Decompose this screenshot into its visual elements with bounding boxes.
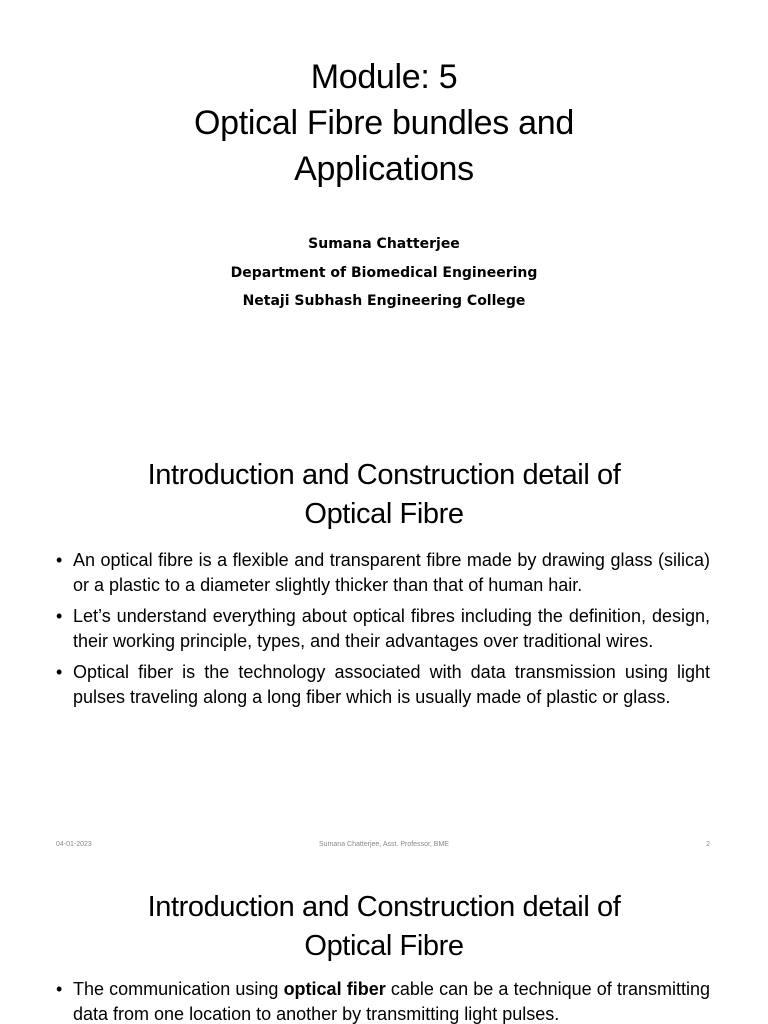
bullet-text: Optical fiber is the technology associated with data transmission using light pulses traveling along a long fiber which is usually made of plastic or glass. bbox=[73, 662, 710, 707]
bullet-item bbox=[52, 548, 710, 597]
slide-title-line-1: Introduction and Construction detail of bbox=[147, 459, 621, 491]
bullet-text: Let’s understand everything about optical fibres including the definition, design, their working principle, types, and their advantages over traditional wires. bbox=[73, 606, 710, 651]
bullet-icon: • bbox=[56, 550, 63, 570]
title-line-1: Module: 5 bbox=[310, 58, 458, 96]
slide-3 bbox=[0, 864, 768, 1024]
bullet-text-end: cable can be a technique of transmitting data from one location to another by transmitting light pulses. bbox=[73, 979, 710, 1024]
footer-date: 04-01-2023 bbox=[56, 841, 92, 848]
title-line-2: Optical Fibre bundles and bbox=[194, 104, 574, 142]
slide-1 bbox=[0, 0, 768, 432]
slide-title-line-2: Optical Fibre bbox=[304, 498, 464, 530]
bullet-text-start: The communication using bbox=[73, 979, 284, 999]
bullet-item bbox=[52, 604, 710, 653]
title-line-3: Applications bbox=[294, 150, 474, 188]
bullet-icon: • bbox=[56, 979, 63, 999]
bullet-text: An optical fibre is a flexible and transparent fibre made by drawing glass (silica) or a plastic to a diameter slightly thicker than that of human hair. bbox=[73, 550, 710, 595]
author-college: Netaji Subhash Engineering College bbox=[242, 293, 526, 309]
bullet-list bbox=[52, 548, 710, 716]
slide-2 bbox=[0, 432, 768, 864]
bullet-bold-term: optical fiber bbox=[283, 979, 386, 999]
slide-title bbox=[40, 456, 728, 534]
bullet-icon: • bbox=[56, 662, 63, 682]
footer-presenter: Sumana Chatterjee, Asst. Professor, BME bbox=[319, 841, 449, 848]
bullet-item bbox=[52, 977, 710, 1024]
author-block bbox=[40, 230, 728, 316]
slide-title bbox=[40, 888, 728, 966]
author-name: Sumana Chatterjee bbox=[308, 236, 460, 252]
slide-title-line-2: Optical Fibre bbox=[304, 930, 464, 962]
bullet-icon: • bbox=[56, 606, 63, 626]
module-title bbox=[40, 54, 728, 192]
footer-page-number: 2 bbox=[706, 841, 710, 848]
author-department: Department of Biomedical Engineering bbox=[230, 264, 538, 281]
slide-title-line-1: Introduction and Construction detail of bbox=[147, 891, 621, 923]
bullet-item bbox=[52, 660, 710, 709]
bullet-list bbox=[52, 977, 710, 1024]
